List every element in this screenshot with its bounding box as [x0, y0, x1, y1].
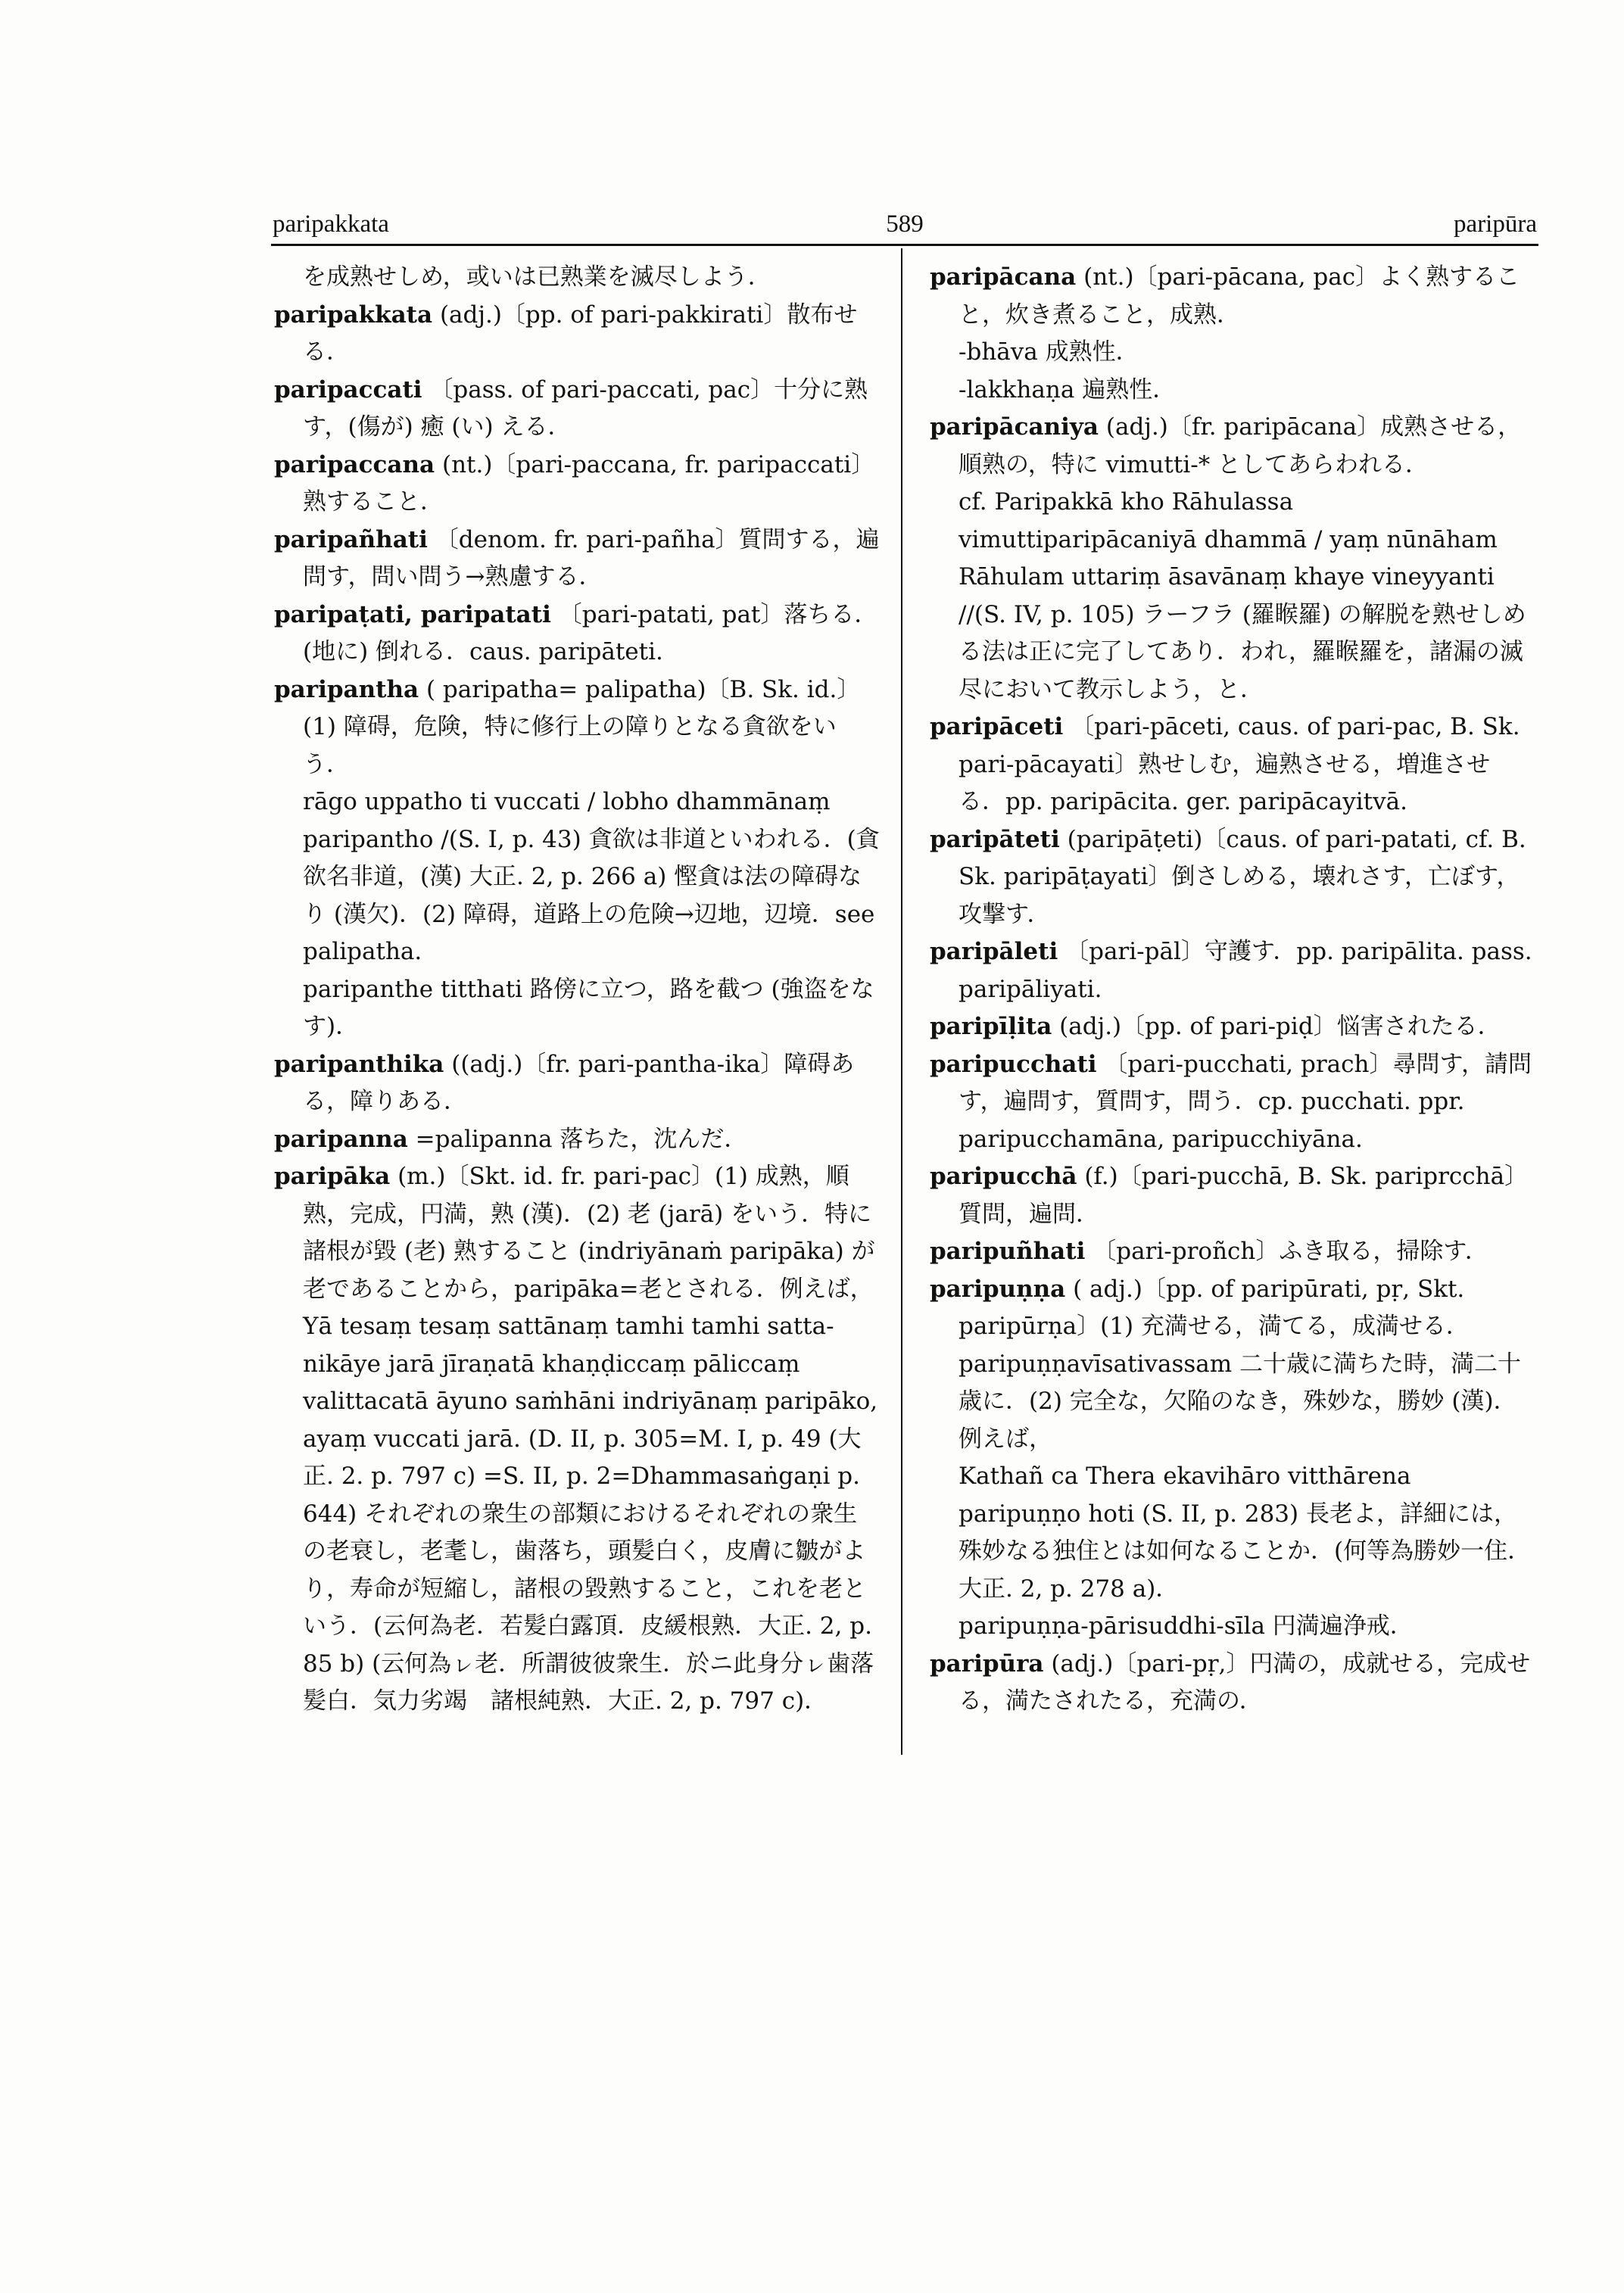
entry-text: 〔pari-patati, pat〕落ちる．(地に) 倒れる．caus. paripāteti. [303, 600, 878, 665]
entry-text: ((adj.)〔fr. pari-pantha-ika〕障碍ある，障りある． [303, 1050, 855, 1115]
entry-text: 〔denom. fr. pari-pañha〕質問する，遍問す，問い問う→熟慮する． [303, 525, 880, 590]
entry-text: (nt.)〔pari-paccana, fr. paripaccati〕熟すること． [303, 450, 875, 516]
entry-text: paripuṇṇa-pārisuddhi-sīla 円満遍浄戒． [959, 1612, 1414, 1640]
header-rule [271, 244, 1538, 246]
entry-text: 〔pari-pāceti, caus. of pari-pac, B. Sk. pari-pācayati〕熟せしむ，遍熟させる，増進させる．pp. paripācita. ger. paripācayitvā. [959, 713, 1520, 815]
entry-headword: paripuñhati [930, 1238, 1086, 1265]
entry-text: =palipanna 落ちた，沈んだ． [415, 1125, 748, 1153]
entry-text: (adj.)〔pp. of pari-pakkirati〕散布せる． [303, 301, 858, 366]
entry-headword: paripaccana [274, 450, 435, 478]
entry-headword: paripucchati [930, 1050, 1097, 1078]
page-header [273, 206, 1537, 244]
dictionary-entry [274, 597, 880, 671]
entry-text: 〔pari-pucchati, prach〕尋問す，請問す，遍問す，質問す，問う．cp. pucchati. ppr. paripucchamāna, paripucchiyāna. [959, 1050, 1532, 1153]
entry-headword: paripakkata [274, 301, 433, 329]
entry-continuation [930, 334, 1532, 372]
right-column [930, 259, 1532, 1721]
entry-continuation [930, 484, 1532, 709]
entry-text: を成熟せしめ，或いは已熟業を滅尽しよう． [303, 263, 771, 291]
dictionary-entry [930, 1646, 1532, 1721]
entry-continuation [930, 372, 1532, 410]
entry-text: (m.)〔Skt. id. fr. pari-pac〕(1) 成熟，順熟，完成，円満，熟 (漢)．(2) 老 (jarā) をいう．特に諸根が毀 (老) 熟すること (indriyānaṁ paripāka) が老であることから，paripāka=老とされる．例えば， [303, 1163, 875, 1303]
entry-text: (adj.)〔pari-pṛ,〕円満の，成就せる，完成せる，満たされたる，充満の． [959, 1650, 1531, 1715]
entry-continuation [274, 259, 880, 297]
dictionary-entry [930, 1008, 1532, 1046]
entry-headword: paripūra [930, 1650, 1044, 1678]
dictionary-entry [930, 1046, 1532, 1159]
dictionary-entry [930, 1233, 1532, 1271]
entry-text: (adj.)〔fr. paripācana〕成熟させる，順熟の，特に vimutti-* としてあらわれる． [959, 413, 1522, 478]
entry-headword: paripanna [274, 1125, 408, 1153]
entry-text: 〔pass. of pari-paccati, pac〕十分に熟す，(傷が) 癒 (い) える． [303, 375, 868, 441]
entry-text: Kathañ ca Thera ekavihāro vitthārena paripuṇṇo hoti (S. II, p. 283) 長老よ，詳細には，殊妙なる独住とは如何なることか．(何等為勝妙一住．大正. 2, p. 278 a)． [959, 1463, 1532, 1603]
dictionary-entry [930, 1271, 1532, 1459]
dictionary-entry [274, 522, 880, 597]
dictionary-entry [274, 671, 880, 784]
entry-text: -bhāva 成熟性． [959, 338, 1139, 366]
entry-continuation [274, 784, 880, 971]
header-right-guideword: paripūra [1454, 210, 1537, 238]
dictionary-entry [930, 409, 1532, 484]
entry-headword: paripanthika [274, 1050, 444, 1078]
dictionary-entry [274, 297, 880, 372]
entry-headword: paripāteti [930, 825, 1060, 853]
entry-text: rāgo uppatho ti vuccati / lobho dhammānaṃ paripantho /(S. I, p. 43) 貪欲は非道といわれる．(貪欲名非道，(漢) 大正. 2, p. 266 a) 慳貪は法の障碍なり (漢欠)．(2) 障碍，道路上の危険→辺地，辺境．see palipatha. [303, 788, 880, 965]
entry-text: (adj.)〔pp. of pari-piḍ〕悩害されたる． [1059, 1013, 1501, 1040]
entry-continuation [930, 1608, 1532, 1646]
entry-headword: paripācana [930, 263, 1077, 291]
dictionary-entry [930, 933, 1532, 1008]
entry-headword: paripantha [274, 675, 419, 703]
entry-text: paripanthe titthati 路傍に立つ，路を截つ (強盗をなす)． [303, 975, 874, 1040]
entry-text: ( paripatha= palipatha)〔B. Sk. id.〕(1) 障碍，危険，特に修行上の障りとなる貪欲をいう． [303, 675, 861, 778]
entry-text: (paripāṭeti)〔caus. of pari-patati, cf. B. Sk. paripāṭayati〕倒さしめる，壊れさす，亡ぼす，攻撃す． [959, 825, 1526, 928]
dictionary-entry [274, 1121, 880, 1159]
dictionary-entry [274, 1046, 880, 1121]
dictionary-entry [930, 821, 1532, 934]
entry-headword: paripuṇṇa [930, 1275, 1066, 1303]
entry-headword: paripāceti [930, 713, 1064, 740]
dictionary-entry [274, 372, 880, 447]
entry-text: (nt.)〔pari-pācana, pac〕よく熟すること，炊き煮ること，成熟． [959, 263, 1520, 329]
dictionary-entry [930, 709, 1532, 821]
entry-continuation [274, 971, 880, 1046]
entry-headword: paripīḷita [930, 1013, 1052, 1040]
entry-headword: paripaṭati, paripatati [274, 600, 551, 628]
header-left-guideword: paripakkata [273, 210, 389, 238]
entry-headword: paripucchā [930, 1163, 1077, 1190]
entry-text: 〔pari-pāl〕守護す．pp. paripālita. pass. paripāliyati. [959, 938, 1532, 1003]
entry-continuation [274, 1308, 880, 1721]
entry-headword: paripācaniya [930, 413, 1099, 441]
entry-continuation [930, 1458, 1532, 1608]
entry-text: ( adj.)〔pp. of paripūrati, pṛ, Skt. paripūrṇa〕(1) 充満せる，満てる，成満せる．paripuṇṇavīsativassam 二十歳に満ちた時，満二十歳に．(2) 完全な，欠陥のなき，殊妙な，勝妙 (漢)．例えば， [959, 1275, 1522, 1453]
entry-text: 〔pari-proñch〕ふき取る，掃除す． [1093, 1238, 1488, 1265]
dictionary-entry [930, 259, 1532, 334]
dictionary-entry [274, 447, 880, 522]
left-column [274, 259, 880, 1721]
entry-headword: paripañhati [274, 525, 428, 553]
entry-headword: paripaccati [274, 375, 422, 403]
dictionary-entry [274, 1158, 880, 1308]
entry-headword: paripāka [274, 1163, 391, 1190]
entry-text: Yā tesaṃ tesaṃ sattānaṃ tamhi tamhi satta-nikāye jarā jīraṇatā khaṇḍiccaṃ pāliccaṃ valittacatā āyuno saṁhāni indriyānaṃ paripāko, ayaṃ vuccati jarā. (D. II, p. 305=M. I, p. 49 (大正. 2. p. 797 c) =S. II, p. 2=Dhammasaṅgaṇi p. 644) それぞれの衆生の部類におけるそれぞれの衆生の老衰し，老耄し，歯落ち，頭髪白く，皮膚に皺がより，寿命が短縮し，諸根の毀熟すること，これを老という．(云何為老．若髪白露頂．皮緩根熟．大正. 2, p. 85 b) (云何為ㇾ老．所謂彼彼衆生．於ニ此身分ㇾ歯落髪白．気力劣竭 諸根純熟．大正. 2, p. 797 c)． [303, 1313, 878, 1715]
page-number: 589 [886, 210, 924, 238]
entry-text: (f.)〔pari-pucchā, B. Sk. pariprcchā〕質問，遍問． [959, 1163, 1529, 1228]
entry-headword: paripāleti [930, 938, 1058, 965]
entry-text: -lakkhaṇa 遍熟性． [959, 375, 1177, 403]
entry-text: cf. Paripakkā kho Rāhulassa vimuttiparipācaniyā dhammā / yaṃ nūnāham Rāhulam uttariṃ āsavānaṃ khaye vineyyanti //(S. IV, p. 105) ラーフラ (羅睺羅) の解脱を熟せしめる法は正に完了してあり．われ，羅睺羅を，諸漏の滅尽において教示しよう，と． [959, 488, 1526, 703]
dictionary-entry [930, 1158, 1532, 1233]
column-divider [901, 248, 902, 1755]
